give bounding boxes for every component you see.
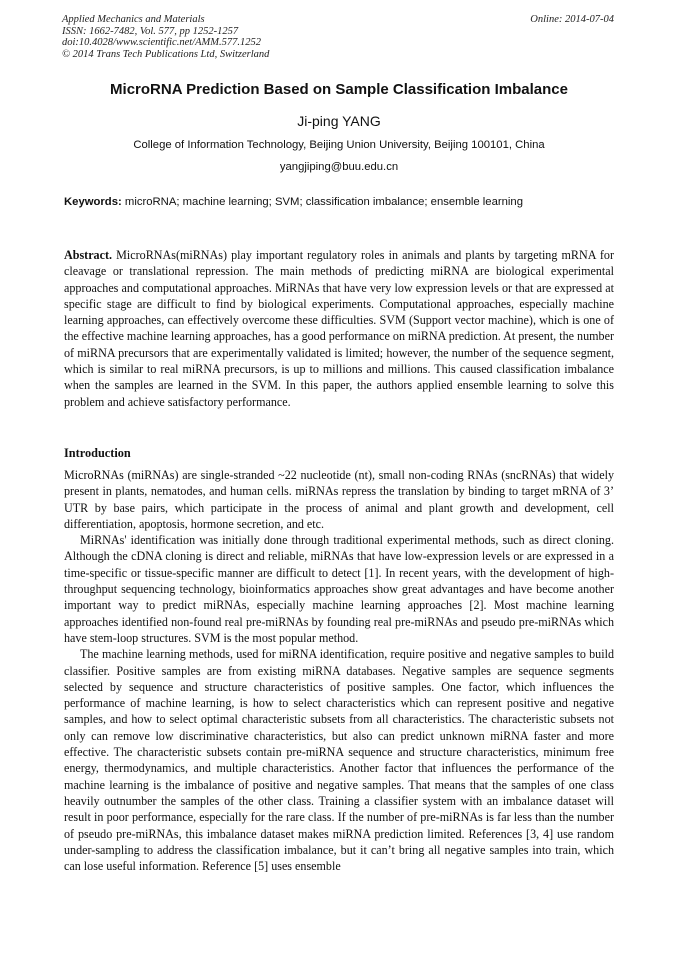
introduction-heading: Introduction bbox=[64, 446, 131, 460]
keywords-text: microRNA; machine learning; SVM; classification imbalance; ensemble learning bbox=[121, 196, 523, 208]
paper-title: MicroRNA Prediction Based on Sample Classification Imbalance bbox=[110, 81, 568, 98]
journal-name: Applied Mechanics and Materials bbox=[62, 14, 205, 25]
author-affiliation: College of Information Technology, Beijing Union University, Beijing 100101, China bbox=[133, 139, 545, 151]
keywords-label: Keywords: bbox=[64, 196, 122, 208]
issn-line: ISSN: 1662-7482, Vol. 577, pp 1252-1257 bbox=[62, 25, 239, 37]
journal-header bbox=[62, 14, 269, 60]
abstract-label: Abstract. bbox=[64, 248, 113, 262]
author-name: Ji-ping YANG bbox=[297, 113, 381, 129]
intro-paragraph-1: MicroRNAs (miRNAs) are single-stranded ~22 nucleotide (nt), small non-coding RNAs (sncRNAs) that widely present in plants, nematodes, and human cells. miRNAs repress the translation by binding to target mRNA of 3’ UTR by base pairs, which participate in the process of animal and plant growth and development, cell differentiation, apoptosis, hormone secretion, and etc. bbox=[64, 468, 614, 531]
keywords-line bbox=[64, 195, 523, 209]
intro-paragraph-3: The machine learning methods, used for miRNA identification, require positive and negative samples to build classifier. Positive samples are from existing miRNA databases. Negative samples are sequence segments selected by sequence and structure characteristics of positive samples. One factor, which influences the performance of machine learning, is how to select characteristics which can represent positive and negative samples, and how to select optimal characteristic subsets from all characteristics. The characteristic subsets not only can remove low discriminative characteristics, but also can predict unknown miRNA faster and more effective. The characteristic subsets contain pre-miRNA sequence and structure characteristics, minimum free energy, thermodynamics, and multiple characteristics. Another factor that influences the performance of the machine learning is the imbalance of positive and negative samples. That means that the samples of one class heavily outnumber the samples of the other class. Training a classifier system with an imbalance dataset will result in poor performance, especially for the rare class. If the number of pre-miRNAs is far less than the number of pseudo pre-miRNAs, this imbalance dataset makes miRNA prediction limited. References [3, 4] use random under-sampling to address the classification imbalance, but it can’t bring all negative samples into train, which can lose useful information. Reference [5] uses ensemble bbox=[64, 647, 614, 874]
abstract-paragraph bbox=[64, 247, 614, 410]
abstract-section bbox=[64, 247, 614, 410]
author-email: yangjiping@buu.edu.cn bbox=[279, 161, 399, 173]
doi-line: doi:10.4028/www.scientific.net/AMM.577.1252 bbox=[62, 37, 261, 48]
intro-paragraph-2: MiRNAs' identification was initially done through traditional experimental methods, such as direct cloning. Although the cDNA cloning is direct and reliable, miRNAs that have low-expression levels or are expressed in a time-specific or tissue-specific manner are difficult to detect [1]. In recent years, with the development of high-throughput sequencing technology, bioinformatics approaches show great advantages and have become another important way to predict miRNAs, especially machine learning approaches [2]. Most machine learning approaches identified non-found real pre-miRNAs by founding real pre-miRNAs and pseudo pre-miRNAs which have stem-loop structures. SVM is the most popular method. bbox=[64, 533, 614, 645]
online-date: Online: 2014-07-04 bbox=[530, 14, 614, 25]
copyright-line: © 2014 Trans Tech Publications Ltd, Switzerland bbox=[62, 48, 270, 60]
abstract-text: MicroRNAs(miRNAs) play important regulatory roles in animals and plants by targeting mRNA for cleavage or translational repression. The main methods of predicting miRNA are biological experimental approaches and computational approaches. MiRNAs that have very low expression levels or that are expressed at specific stage are difficult to find by biological experiments. Computational approaches, especially machine learning approaches, can effectively overcome these difficulties. SVM (Support vector machine), which is one of the effective machine learning approaches, has a good performance on miRNA prediction. At present, the number of miRNA precursors that are experimentally validated is limited; however, the number of the sequence segment, which is similar to real miRNA precursors, is up to millions and millions. This caused classification imbalance when the samples are learned in the SVM. In this paper, the authors applied ensemble learning to solve this problem and achieve satisfactory performance. bbox=[64, 248, 614, 409]
introduction-section bbox=[64, 467, 614, 874]
